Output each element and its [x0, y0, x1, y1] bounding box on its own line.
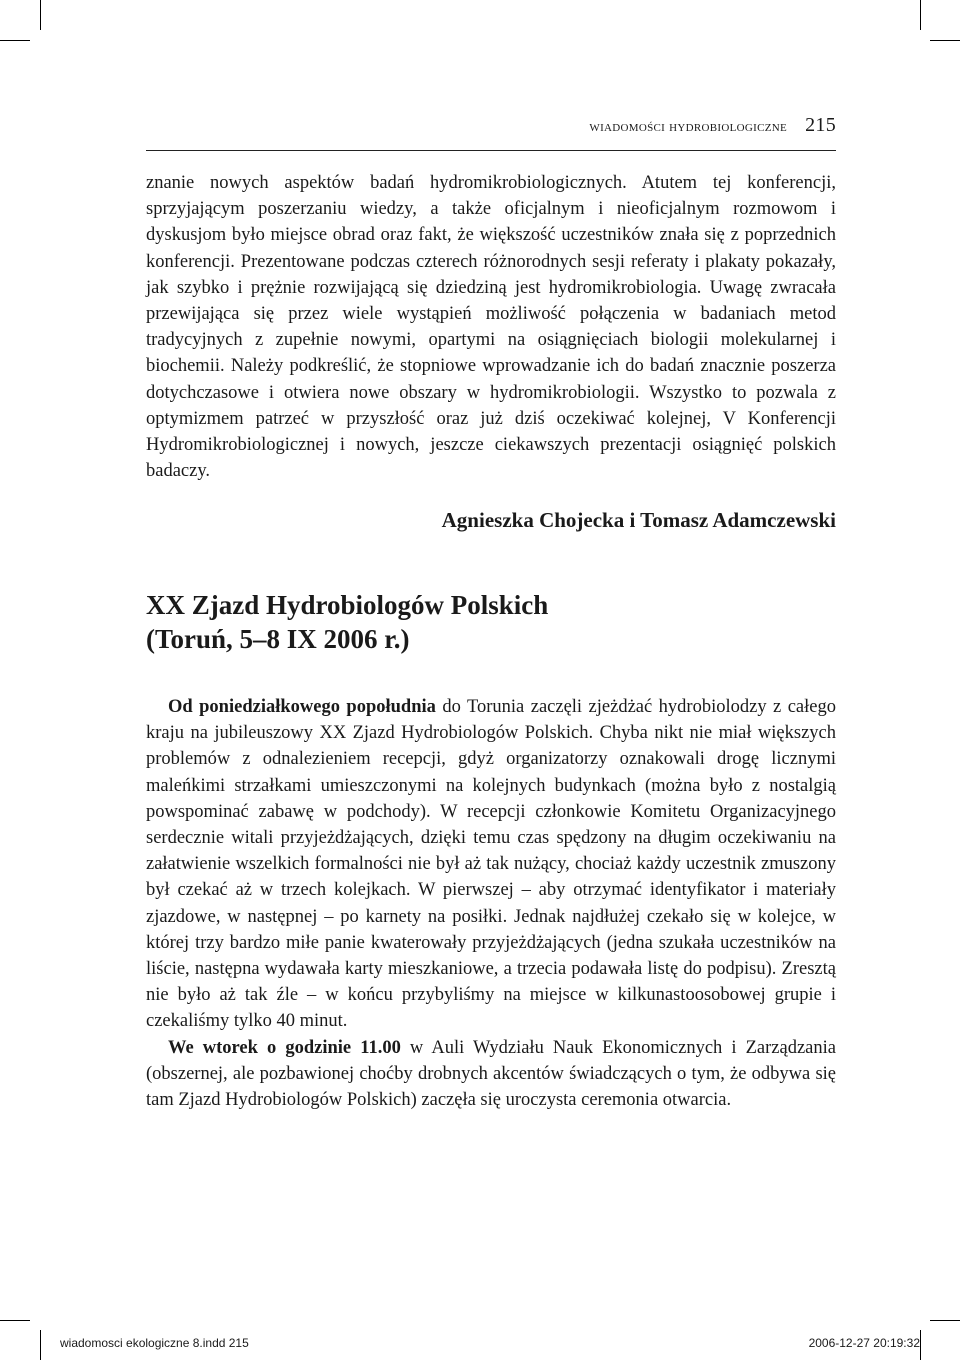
article-title-line1: XX Zjazd Hydrobiologów Polskich: [146, 590, 549, 620]
crop-mark: [930, 1320, 960, 1321]
authors-signature: Agnieszka Chojecka i Tomasz Adamczewski: [441, 508, 836, 532]
article-paragraph-1: [146, 694, 836, 1035]
running-title: wiadomości hydrobiologiczne: [589, 119, 788, 135]
footer-timestamp: 2006-12-27 20:19:32: [808, 1336, 920, 1350]
paragraph-lead: We wtorek o godzinie 11.00: [168, 1037, 401, 1058]
header-rule: [146, 150, 836, 151]
paragraph-text: w Auli Wydziału Nauk Ekonomicznych i Zarządzania (obszernej, ale pozbawionej choćby drobnych akcentów świadczących o tym, że odbywa się tam Zjazd Hydrobiologów Polskich) zaczęła się uroczysta ceremonia otwarcia.: [146, 1037, 836, 1111]
article-body: [146, 694, 836, 1113]
footer-file-slug: wiadomosci ekologiczne 8.indd 215: [60, 1336, 249, 1350]
running-head: [146, 114, 836, 137]
section1-paragraph: znanie nowych aspektów badań hydromikrobiologicznych. Atutem tej konferencji, sprzyjającym poszerzaniu wiedzy, a także oficjalnym i nieoficjalnym rozmowom i dyskusjom było miejsce obrad oraz fakt, że większość uczestników znała się z poprzednich konferencji. Prezentowane podczas czterech różnorodnych sesji referaty i plakaty pokazały, jak szybko i prężnie rozwijającą się dziedziną jest hydromikrobiologia. Uwagę zwracała przewijająca się przez wiele wystąpień możliwość połączenia w badaniach metod tradycyjnych z zupełnie nowymi, opartymi na osiągnięciach biologii molekularnej i biochemii. Należy podkreślić, że stopniowe wprowadzanie ich do badań znacznie poszerza dotychczasowe i otwiera nowe obszary w hydromikrobiologii. Wszystko to pozwala z optymizmem patrzeć w przyszłość oraz już dziś oczekiwać kolejnej, V Konferencji Hydromikrobiologicznej i nowych, jeszcze ciekawszych prezentacji osiągnięć polskich badaczy.: [146, 173, 836, 482]
article-title: [146, 588, 836, 656]
crop-mark: [0, 1320, 30, 1321]
section1-body: [146, 170, 836, 484]
paragraph-lead: Od poniedziałkowego popołudnia: [168, 697, 436, 717]
crop-mark: [40, 1330, 41, 1360]
crop-mark: [40, 0, 41, 30]
page-number: 215: [805, 114, 836, 136]
paragraph-text: do Torunia zaczęli zjeżdżać hydrobiolodzy z całego kraju na jubileuszowy XX Zjazd Hydrobiologów Polskich. Chyba nikt nie miał większych problemów z odnalezieniem recepcji, gdyż organizatorzy oznakowali drogę licznymi maleńkimi strzałkami umieszczonymi na kolejnych budynkach (można było z nostalgią powspominać zabawę w podchody). W recepcji członkowie Komitetu Organizacyjnego serdecznie witali przyjeżdżających, dzięki temu czas spędzony na długim oczekiwaniu na załatwienie wszelkich formalności nie był aż tak nużący, chociaż każdy uczestnik zmuszony był czekać aż w trzech kolejkach. W pierwszej – aby otrzymać identyfikator i materiały zjazdowe, w następnej – po karnety na posiłki. Jednak najdłużej czekało się w kolejce, w której trzy bardzo miłe panie kwaterowały przyjeżdżających (jedna szukała uczestników na liście, następna wydawała karty mieszkaniowe, a trzecia podawała listę do podpisu). Zresztą nie było aż tak źle – w końcu przybyliśmy na miejsce w kilkunastoosobowej grupie i czekaliśmy tylko 40 minut.: [146, 697, 836, 1032]
crop-mark: [930, 40, 960, 41]
crop-mark: [920, 0, 921, 30]
article-paragraph-2: [146, 1035, 836, 1114]
article-title-line2: (Toruń, 5–8 IX 2006 r.): [146, 624, 410, 654]
crop-mark: [0, 40, 30, 41]
crop-mark: [920, 1330, 921, 1360]
